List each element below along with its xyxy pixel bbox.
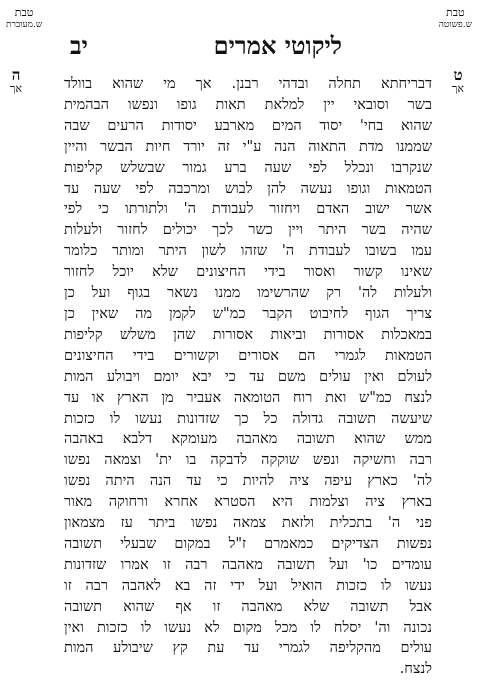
corner-left-bottom: ש.מעוברת xyxy=(6,20,43,30)
text-line: עולים מהקליפה לגמרי עד עת קץ שיבולע המות xyxy=(64,640,432,657)
margin-right-letter: ט xyxy=(453,66,463,84)
text-line: שיעשה תשובה גדולה כל כך שזדונות נעשו לו כזכות xyxy=(64,410,432,427)
corner-right-top: טבת xyxy=(446,6,465,19)
text-line: פני ה' בתכלית ולזאת צמאה נפשו ביתר עז מצמאון xyxy=(64,515,432,532)
text-line: בשר וסובאי יין למלאת תאות גופו ונפשו הבהמית xyxy=(64,96,432,113)
text-line: שהיה בשר היתר ויין כשר לכך יכולים לחזור ולעלות xyxy=(64,222,432,239)
text-line: בארץ ציה וצלמות היא הסטרא אחרא ורחוקה מאור xyxy=(64,494,432,511)
text-line: עמו בשובו לעבודת ה' שזהו לשון היתר ומותר כלומר xyxy=(64,243,432,260)
margin-left-letter: ה xyxy=(11,66,21,84)
body-text xyxy=(64,74,432,680)
text-line: לנצח כמ"ש ואת רוח הטומאה אעביר מן הארץ או עד xyxy=(64,389,432,406)
margin-note-right xyxy=(452,68,464,96)
page-header xyxy=(60,28,432,64)
text-line: שהוא בחי' יסוד המים מארבע יסודות הרעים שבה xyxy=(64,117,432,134)
text-line: לה' כארץ עיפה ציה להיות כי עד הנה היתה נפשו xyxy=(64,473,432,490)
text-line: אבל תשובה שלא מאהבה זו אף שהוא תשובה xyxy=(64,598,432,615)
corner-label-left xyxy=(6,6,42,32)
corner-right-bottom: ש.פשוטה xyxy=(438,20,472,30)
page-title: ליקוטי אמרים xyxy=(213,31,342,60)
text-line: הטמאות וגופו נעשה להן לבוש ומרכבה לפי שעה עד xyxy=(64,180,432,197)
margin-left-word: אך xyxy=(10,82,23,95)
text-line: שנקרבו ונכלל לפי שעה ברע גמור שבשלש קליפות xyxy=(64,159,432,176)
page-number: יב xyxy=(70,31,88,60)
corner-label-right xyxy=(439,6,472,32)
text-line: נפשות הצדיקים כמאמרם ז"ל במקום שבעלי תשובה xyxy=(64,535,432,552)
text-line: ממש שהוא תשובה מאהבה מעומקא דלבא באהבה xyxy=(64,431,432,448)
text-line: רבה וחשיקה ונפש שוקקה לדבקה בו ית' וצמאה נפשו xyxy=(64,452,432,469)
margin-note-left xyxy=(10,68,22,96)
text-line: הטמאות לגמרי הם אסורים וקשורים בידי החיצונים xyxy=(64,347,432,364)
text-line: ולעלות לה' רק שהרשימו ממנו נשאר בגוף ועל כן xyxy=(64,285,432,302)
text-line: שממנו מדת התאוה הנה ע"י זה יורד חיות הבשר והיין xyxy=(64,138,432,155)
text-line: צריך הגוף לחיבוט הקבר כמ"ש לקמן מה שאין כן xyxy=(64,305,432,322)
text-line: לעולם ואין עולים משם עד כי יבא יומם ויבולע המות xyxy=(64,368,432,385)
text-line: שאינו קשור ואסור בידי החיצונים שלא יוכל לחזור xyxy=(64,264,432,281)
text-line: לנצח. xyxy=(399,661,432,678)
text-line: נעשו לו כזכות הואיל ועל ידי זה בא לאהבה רבה זו xyxy=(64,577,432,594)
text-line: דבריחתא תחלה ובדהי רבנן. אך מי שהוא בוולד xyxy=(64,76,432,92)
text-line: עומדים כו' ועל תשובה מאהבה רבה זו אמרו שזדונות xyxy=(64,556,432,573)
margin-right-word: אך xyxy=(451,82,464,95)
corner-left-top: טבת xyxy=(14,6,34,19)
text-line: במאכלות אסורות וביאות אסורות שהן משלש קליפות xyxy=(64,326,432,343)
text-line: נכונה וה' יסלח לו מכל מקום לא נעשו לו כזכות ואין xyxy=(64,619,432,636)
text-line: אשר ישוב האדם ויחזור לעבודת ה' ולתורתו כי לפי xyxy=(64,201,432,218)
